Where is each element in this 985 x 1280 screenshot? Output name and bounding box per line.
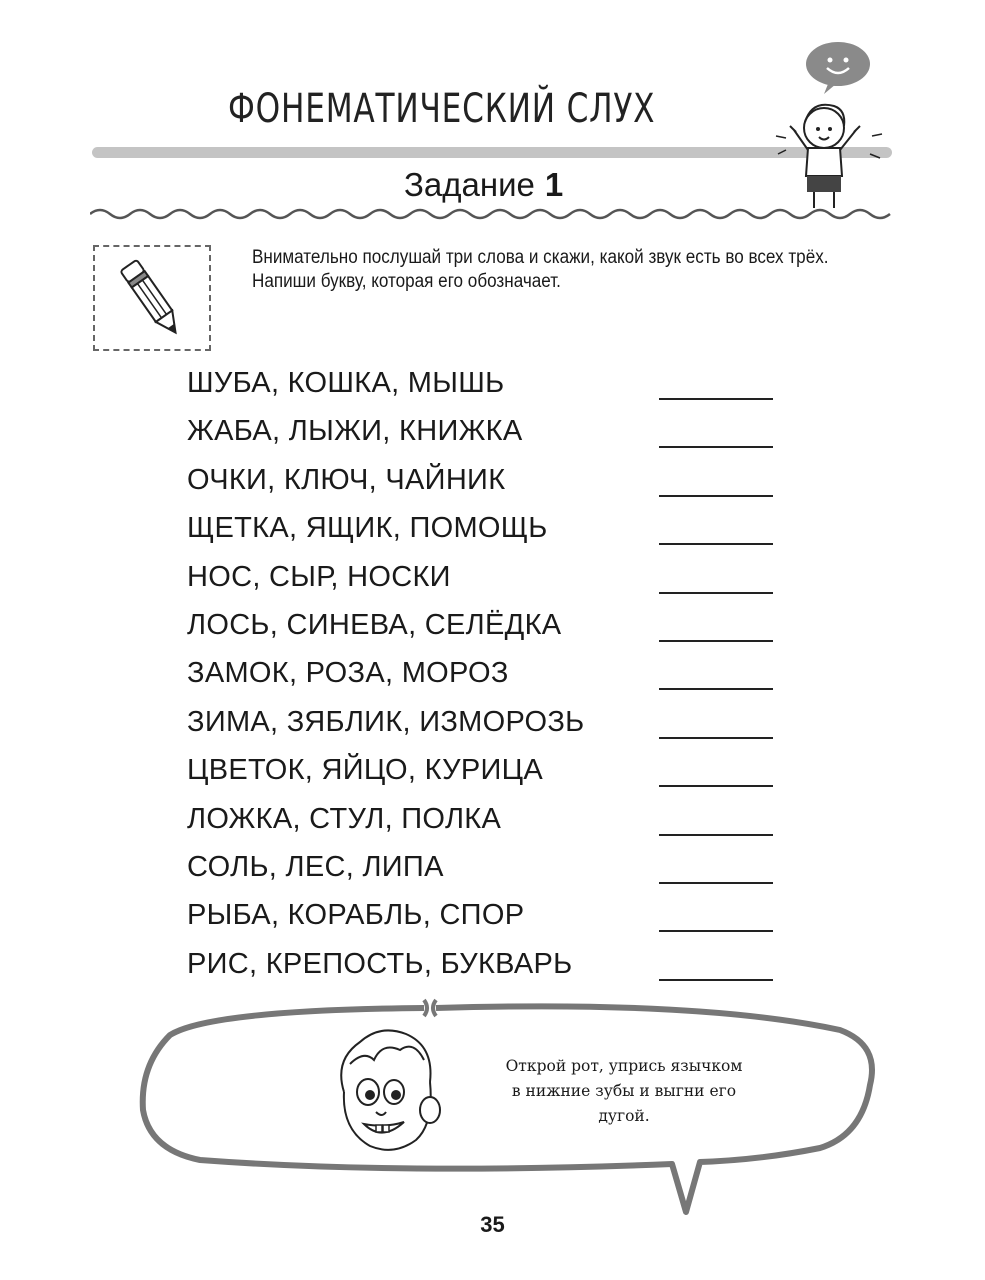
instructions-line-2: Напиши букву, которая его обозначает. xyxy=(252,271,561,292)
page-title: ФОНЕМАТИЧЕСКИЙ СЛУХ xyxy=(228,86,656,132)
word-triplet: ЦВЕТОК, ЯЙЦО, КУРИЦА xyxy=(187,754,544,787)
task-number: 1 xyxy=(544,166,564,203)
tip-line-2: в нижние зубы и выгни его xyxy=(511,1082,737,1100)
task-label: Задание xyxy=(404,166,535,203)
word-triplet: НОС, СЫР, НОСКИ xyxy=(187,560,451,593)
boy-face-icon xyxy=(330,1020,450,1160)
word-triplet: ЛОСЬ, СИНЕВА, СЕЛЁДКА xyxy=(187,608,562,641)
word-triplet: СОЛЬ, ЛЕС, ЛИПА xyxy=(187,850,444,883)
word-triplet: ЛОЖКА, СТУЛ, ПОЛКА xyxy=(187,802,502,835)
word-triplet: ЗИМА, ЗЯБЛИК, ИЗМОРОЗЬ xyxy=(187,705,585,738)
word-triplet: РЫБА, КОРАБЛЬ, СПОР xyxy=(187,899,525,932)
word-triplet: ОЧКИ, КЛЮЧ, ЧАЙНИК xyxy=(187,463,506,496)
word-triplet: РИС, КРЕПОСТЬ, БУКВАРЬ xyxy=(187,947,573,980)
word-triplet: ШУБА, КОШКА, МЫШЬ xyxy=(187,367,505,399)
tip-text xyxy=(474,1054,774,1129)
page-number: 35 xyxy=(480,1212,505,1237)
tip-line-1: Открой рот, упрись язычком xyxy=(505,1057,743,1075)
tip-line-3: дугой. xyxy=(598,1107,650,1125)
instructions-line-1: Внимательно послушай три слова и скажи, какой звук есть во всех трёх. xyxy=(252,247,829,268)
word-triplet: ЗАМОК, РОЗА, МОРОЗ xyxy=(187,657,509,690)
word-triplet: ЩЕТКА, ЯЩИК, ПОМОЩЬ xyxy=(187,512,548,545)
word-triplet: ЖАБА, ЛЫЖИ, КНИЖКА xyxy=(187,415,523,448)
